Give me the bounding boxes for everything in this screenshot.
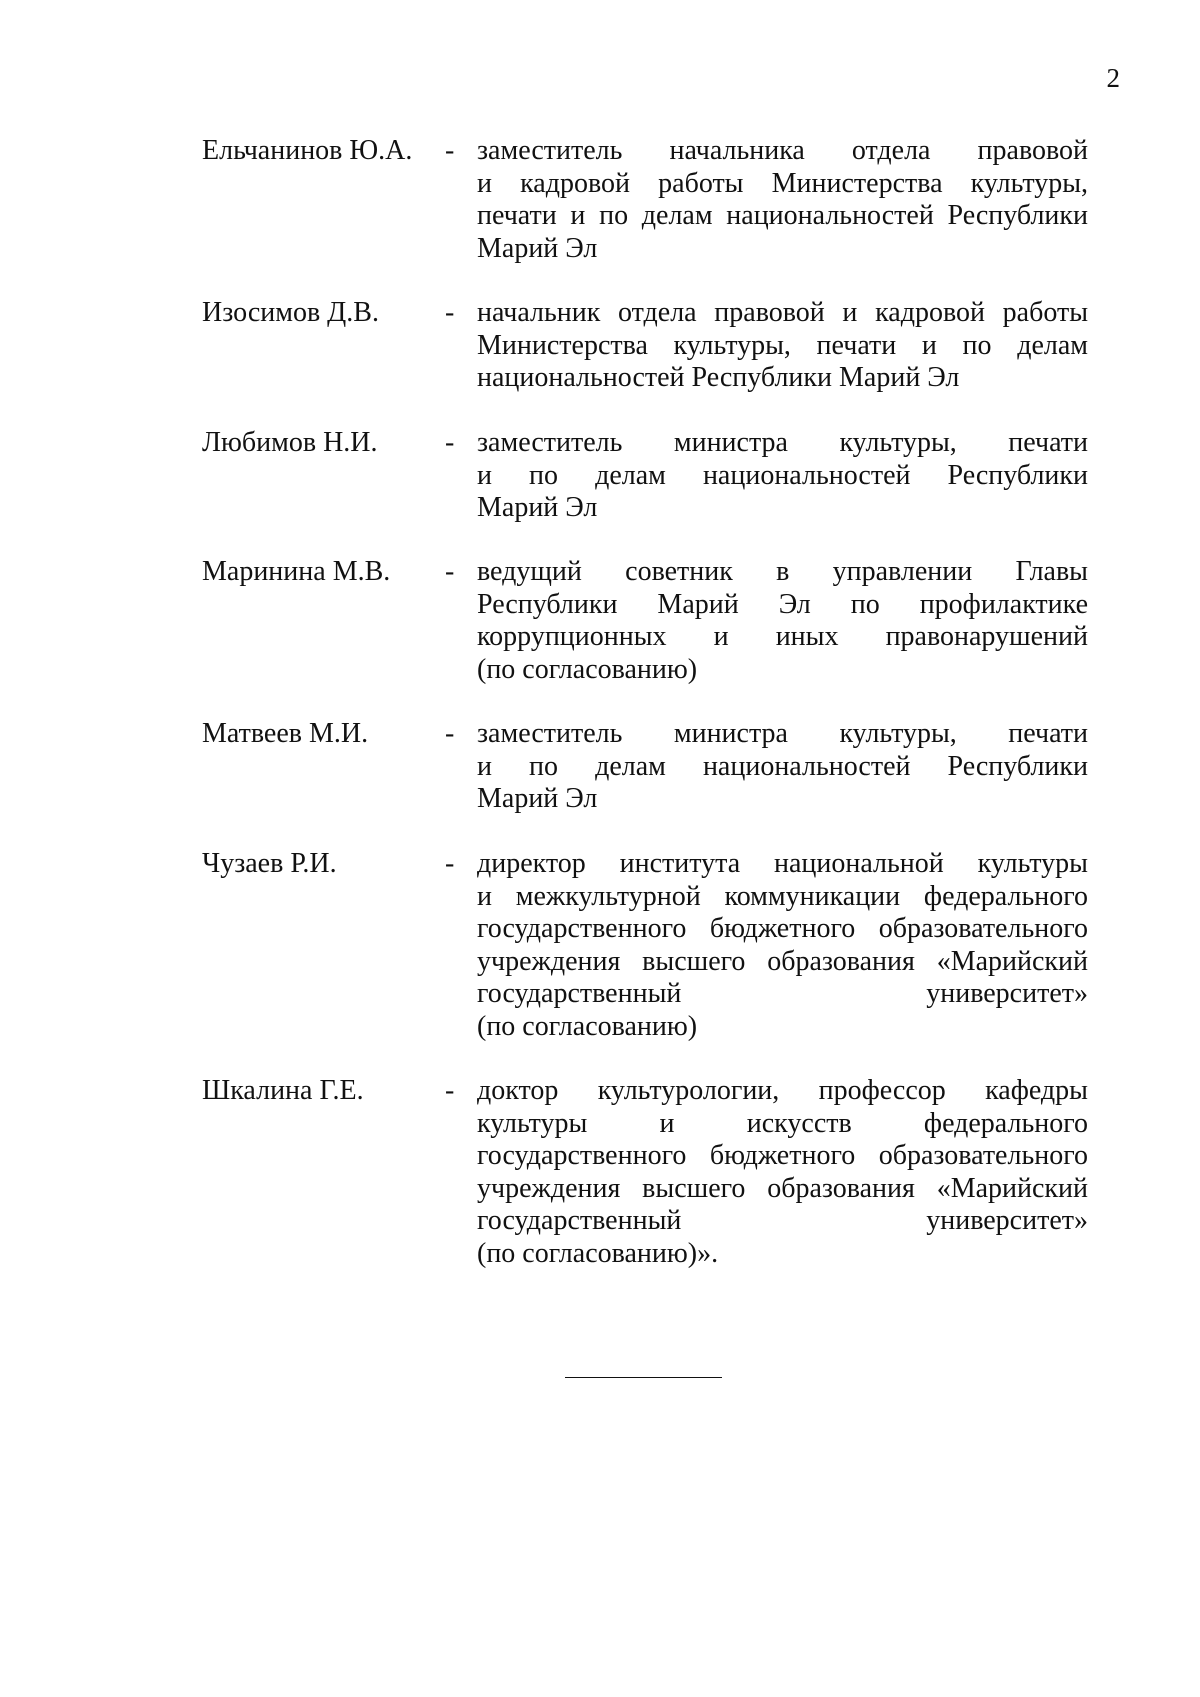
position-line: государственного бюджетного образовательного — [477, 1140, 1088, 1171]
position-line: директор института национальной культуры — [477, 848, 1088, 879]
member-name: Ельчанинов Ю.А. — [202, 135, 413, 166]
member-entry-elchaninov — [202, 135, 1088, 265]
member-position — [477, 297, 1088, 395]
position-line: государственный университет» — [477, 978, 1088, 1009]
position-line: (по согласованию)». — [477, 1237, 719, 1269]
position-line: учреждения высшего образования «Марийский — [477, 945, 1088, 977]
member-name: Чузаев Р.И. — [202, 848, 337, 879]
member-name: Шкалина Г.Е. — [202, 1075, 364, 1106]
member-entry-marinina — [202, 556, 1088, 686]
member-position — [477, 848, 1088, 1043]
entry-dash: - — [445, 135, 455, 166]
closing-separator-line — [565, 1377, 722, 1378]
member-position — [477, 556, 1088, 686]
position-line: заместитель министра культуры, печати — [477, 718, 1088, 749]
position-line: Марий Эл — [477, 232, 598, 264]
member-name: Матвеев М.И. — [202, 718, 369, 749]
position-line: ведущий советник в управлении Главы — [477, 556, 1088, 587]
member-name: Маринина М.В. — [202, 556, 391, 587]
member-position — [477, 135, 1088, 265]
position-line: Республики Марий Эл по профилактике — [477, 588, 1088, 620]
position-line: государственного бюджетного образовательного — [477, 913, 1088, 944]
position-line: и по делам национальностей Республики — [477, 459, 1088, 491]
member-entry-shkalina — [202, 1075, 1088, 1270]
member-name: Любимов Н.И. — [202, 427, 378, 458]
position-line: (по согласованию) — [477, 1010, 698, 1042]
position-line: национальностей Республики Марий Эл — [477, 362, 960, 393]
position-line: печати и по делам национальностей Республики — [477, 200, 1088, 231]
entry-dash: - — [445, 427, 455, 458]
position-line: Марий Эл — [477, 492, 598, 523]
position-line: заместитель министра культуры, печати — [477, 427, 1088, 458]
member-entry-izosimov — [202, 297, 1088, 395]
member-name: Изосимов Д.В. — [202, 297, 379, 328]
entry-dash: - — [445, 718, 455, 749]
position-line: государственный университет» — [477, 1205, 1088, 1236]
member-position — [477, 1075, 1088, 1270]
position-line: и межкультурной коммуникации федерального — [477, 880, 1088, 912]
member-position — [477, 427, 1088, 525]
entry-dash: - — [445, 848, 455, 879]
member-entry-matveev — [202, 718, 1088, 816]
position-line: заместитель начальника отдела правовой — [477, 135, 1088, 166]
position-line: и кадровой работы Министерства культуры, — [477, 167, 1088, 199]
member-entry-chuzaev — [202, 848, 1088, 1043]
position-line: учреждения высшего образования «Марийский — [477, 1172, 1088, 1204]
position-line: и по делам национальностей Республики — [477, 750, 1088, 782]
position-line: культуры и искусств федерального — [477, 1107, 1088, 1139]
position-line: (по согласованию) — [477, 653, 698, 685]
position-line: коррупционных и иных правонарушений — [477, 621, 1088, 652]
entry-dash: - — [445, 1075, 455, 1106]
entry-dash: - — [445, 556, 455, 587]
position-line: Министерства культуры, печати и по делам — [477, 329, 1088, 361]
page-number: 2 — [1106, 63, 1120, 93]
position-line: начальник отдела правовой и кадровой работы — [477, 297, 1088, 328]
member-entry-lyubimov — [202, 427, 1088, 525]
entry-dash: - — [445, 297, 455, 328]
position-line: Марий Эл — [477, 783, 598, 814]
member-position — [477, 718, 1088, 816]
position-line: доктор культурологии, профессор кафедры — [477, 1075, 1088, 1106]
